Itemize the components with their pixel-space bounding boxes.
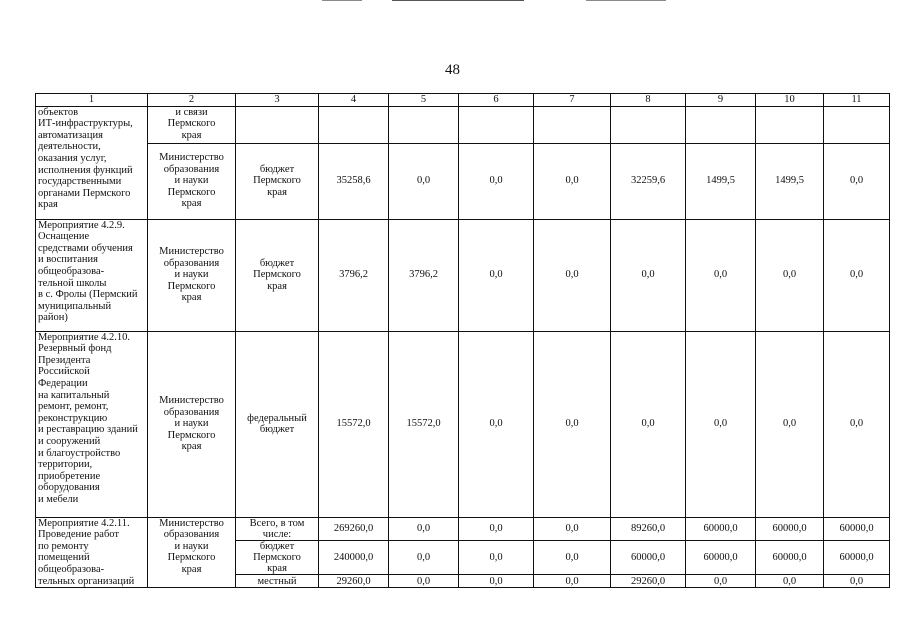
amount-cell: 15572,0 (389, 331, 459, 517)
header-cell-6: 6 (459, 94, 534, 107)
amount-cell: 60000,0 (686, 517, 756, 540)
amount-cell (389, 106, 459, 143)
amount-cell: 29260,0 (319, 575, 389, 588)
amount-cell: 0,0 (389, 575, 459, 588)
amount-cell: 0,0 (534, 219, 611, 331)
amount-cell: 3796,2 (319, 219, 389, 331)
funding-source-cell: бюджет Пермского края (236, 143, 319, 219)
amount-cell: 0,0 (824, 331, 890, 517)
amount-cell: 1499,5 (756, 143, 824, 219)
amount-cell: 35258,6 (319, 143, 389, 219)
funding-source-cell: Всего, в том числе: (236, 517, 319, 540)
amount-cell: 240000,0 (319, 540, 389, 574)
table-row (36, 106, 890, 143)
amount-cell (459, 106, 534, 143)
top-rule-right (586, 0, 666, 1)
header-cell-7: 7 (534, 94, 611, 107)
amount-cell (756, 106, 824, 143)
amount-cell: 0,0 (459, 331, 534, 517)
amount-cell: 0,0 (459, 143, 534, 219)
measure-name-cell: Мероприятие 4.2.11. Проведение работ по ремонту помещений общеобразова- тельных организаций (36, 517, 148, 588)
agency-cell: Министерство образования и науки Пермского края (148, 219, 236, 331)
header-cell-10: 10 (756, 94, 824, 107)
agency-cell: Министерство образования и науки Пермского края (148, 517, 236, 588)
amount-cell: 0,0 (824, 143, 890, 219)
agency-cell: и связи Пермского края (148, 106, 236, 143)
measure-name-cell: Мероприятие 4.2.10. Резервный фонд Президента Российской Федерации на капитальный ремонт, ремонт, реконструкцию и реставрацию зданий и сооружений и благоустройство территории, приобретение оборудования и мебели (36, 331, 148, 517)
amount-cell: 89260,0 (611, 517, 686, 540)
amount-cell: 269260,0 (319, 517, 389, 540)
table-row (36, 143, 890, 219)
table-row (36, 517, 890, 540)
top-rule-center (392, 0, 524, 1)
amount-cell: 0,0 (756, 575, 824, 588)
header-cell-2: 2 (148, 94, 236, 107)
funding-source-cell: бюджет Пермского края (236, 219, 319, 331)
funding-source-cell: местный (236, 575, 319, 588)
amount-cell (319, 106, 389, 143)
amount-cell: 0,0 (459, 517, 534, 540)
amount-cell: 0,0 (534, 540, 611, 574)
agency-cell: Министерство образования и науки Пермского края (148, 331, 236, 517)
amount-cell: 32259,6 (611, 143, 686, 219)
amount-cell: 0,0 (686, 331, 756, 517)
amount-cell: 0,0 (756, 219, 824, 331)
header-cell-4: 4 (319, 94, 389, 107)
amount-cell (534, 106, 611, 143)
amount-cell: 0,0 (534, 575, 611, 588)
amount-cell: 0,0 (534, 517, 611, 540)
amount-cell: 0,0 (686, 575, 756, 588)
amount-cell: 0,0 (459, 575, 534, 588)
amount-cell: 29260,0 (611, 575, 686, 588)
amount-cell (824, 106, 890, 143)
amount-cell: 0,0 (756, 331, 824, 517)
header-cell-1: 1 (36, 94, 148, 107)
measure-name-cell: Мероприятие 4.2.9. Оснащение средствами обучения и воспитания общеобразова- тельной школы в с. Фролы (Пермский муниципальный район) (36, 219, 148, 331)
amount-cell: 0,0 (686, 219, 756, 331)
table-row (36, 331, 890, 517)
top-rule-left (322, 0, 362, 1)
header-row (36, 94, 890, 107)
header-cell-5: 5 (389, 94, 459, 107)
amount-cell: 60000,0 (824, 517, 890, 540)
amount-cell: 60000,0 (756, 517, 824, 540)
funding-source-cell: бюджет Пермского края (236, 540, 319, 574)
table-row (36, 219, 890, 331)
budget-table (35, 93, 890, 588)
amount-cell: 0,0 (459, 540, 534, 574)
amount-cell: 3796,2 (389, 219, 459, 331)
funding-source-cell: федеральный бюджет (236, 331, 319, 517)
amount-cell: 0,0 (459, 219, 534, 331)
amount-cell (686, 106, 756, 143)
header-cell-9: 9 (686, 94, 756, 107)
amount-cell: 1499,5 (686, 143, 756, 219)
amount-cell: 0,0 (824, 575, 890, 588)
page-number: 48 (445, 62, 460, 78)
agency-cell: Министерство образования и науки Пермского края (148, 143, 236, 219)
amount-cell: 0,0 (389, 143, 459, 219)
amount-cell (611, 106, 686, 143)
amount-cell: 60000,0 (611, 540, 686, 574)
amount-cell: 60000,0 (756, 540, 824, 574)
amount-cell: 0,0 (534, 143, 611, 219)
header-cell-3: 3 (236, 94, 319, 107)
amount-cell: 60000,0 (824, 540, 890, 574)
header-cell-8: 8 (611, 94, 686, 107)
funding-source-cell (236, 106, 319, 143)
amount-cell: 0,0 (824, 219, 890, 331)
amount-cell: 0,0 (389, 540, 459, 574)
amount-cell: 15572,0 (319, 331, 389, 517)
header-cell-11: 11 (824, 94, 890, 107)
amount-cell: 0,0 (389, 517, 459, 540)
amount-cell: 0,0 (611, 219, 686, 331)
amount-cell: 0,0 (534, 331, 611, 517)
measure-name-cell: объектов ИТ-инфраструктуры, автоматизация деятельности, оказания услуг, исполнения функций государственными органами Пермского края (36, 106, 148, 219)
amount-cell: 60000,0 (686, 540, 756, 574)
amount-cell: 0,0 (611, 331, 686, 517)
